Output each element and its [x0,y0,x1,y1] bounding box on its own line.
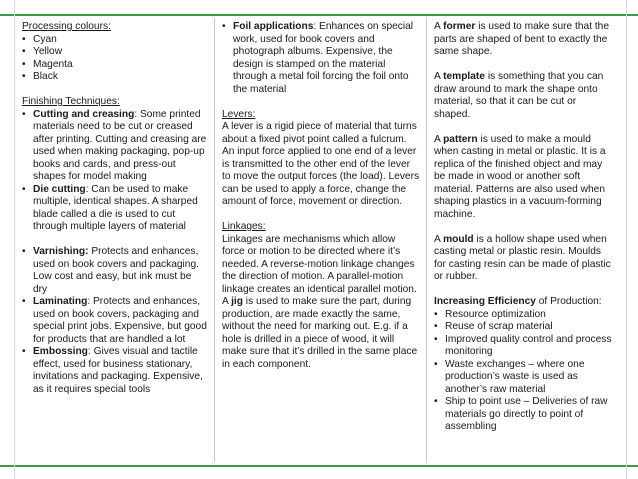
term: pattern [443,133,478,145]
column-1 [16,17,214,463]
term: Laminating [33,296,88,307]
right-border-line [626,0,627,479]
list-item: • Improved quality control and process monitoring [434,334,614,359]
term: jig [231,296,243,307]
description: is something that you can draw around to mark the shape onto material, so that it can be cut or shaped. [434,71,604,120]
bottom-border-line [0,465,638,467]
term: mould [443,233,474,245]
list-item: • Waste exchanges – where one production’s waste is used as another’s raw material [434,359,614,397]
top-border-line [0,14,638,16]
linkages-heading: Linkages: [222,221,266,232]
list-item: • Black [22,71,208,84]
description: : Some printed materials need to be cut or creased after printing. Cutting and creasing are used when making packaging, pop-up books and cards, and press-out shapes for model making [33,108,207,182]
column-2 [214,17,426,463]
term: template [443,71,485,82]
template-paragraph: A template is something that you can draw around to mark the shape onto material, so that it can be cut or shaped. [434,71,604,120]
efficiency-heading: Increasing Efficiency of Production: [434,296,602,307]
list-item [22,184,208,234]
list-item: • Ship to point use – Deliveries of raw materials go directly to point of assembling [434,396,614,434]
list-item: • Resource optimization [434,309,614,322]
former-paragraph: A former is used to make sure that the parts are shaped of bent to exactly the same shape. [434,21,610,57]
finishing-techniques-heading: Finishing Techniques: [22,96,120,107]
left-border-line [14,0,15,479]
linkages-text: Linkages are mechanisms which allow force or motion to be directed where it’s needed. A reverse-motion linkage changes the direction of motion. A parallel-motion linkage creates an identical parallel motion. [222,233,417,295]
description: is used to make a mould when casting in metal or plastic. It is a replica of the finished object and may be made in wood or another soft material. Patterns are also used when shaping plastics in a vacuum-forming machine. [434,133,606,220]
jig-paragraph: A jig is used to make sure the part, during production, are made exactly the same, without the need for marking out. E.g. if a hole is drilled in a piece of wood, it will make sure that it’s drilled in the same place in each component. [222,296,418,370]
term: Varnishing: [33,246,89,257]
list-item [22,296,208,346]
term: Die cutting [33,183,86,195]
description: : Gives visual and tactile effect, used for business stationary, invitations and packaging. Expensive, as it requires special tools [33,346,203,395]
list-item [22,246,208,296]
efficiency-list [434,309,614,434]
description: is a hollow shape used when casting metal or plastic resin. Moulds for casting resin can be made of plastic or rubber. [434,233,611,282]
term: former [443,21,476,32]
list-item [222,21,420,96]
column-3 [426,17,620,463]
description: is used to make sure the part, during production, are made exactly the same, without the need for marking out. E.g. if a hole is drilled in a piece of wood, it will make sure that it’s drilled in the same place in each component. [222,296,418,370]
description: : Enhances on special work, used for book covers and photograph albums. Expensive, the design is stamped on the material through a metal foil forcing the foil onto the material [233,21,414,95]
list-item [22,109,208,184]
notes-grid [16,17,620,463]
description: is used to make sure that the parts are shaped of bent to exactly the same shape. [434,21,610,57]
processing-colours-heading: Processing colours: [22,21,111,32]
list-item: • Cyan [22,34,208,47]
levers-heading: Levers: [222,108,256,120]
description: Protects and enhances, used on book covers and packaging. Low cost and easy, but ink must be dry [33,246,199,295]
levers-text: A lever is a rigid piece of material that turns about a fixed pivot point called a fulcrum. An input force applied to one end of a lever is transmitted to the other end of the lever to move the output forces (the load). Levers can be used to apply a force, change the amount of force, movement or direction. [222,121,420,207]
techniques-list [22,109,208,397]
mould-paragraph: A mould is a hollow shape used when casting metal or plastic resin. Moulds for casting resin can be made of plastic or rubber. [434,233,611,282]
term: Increasing Efficiency [434,296,536,307]
list-item: • Reuse of scrap material [434,321,614,334]
list-item: • Yellow [22,46,208,59]
description: : Can be used to make multiple, identical shapes. A sharped blade called a die is used to cut through multiple layers of material [33,183,198,232]
pattern-paragraph: A pattern is used to make a mould when casting in metal or plastic. It is a replica of the finished object and may be made in wood or another soft material. Patterns are also used when shaping plastics in a vacuum-forming machine. [434,133,606,220]
term: Foil applications [233,21,314,32]
list-item [22,346,208,396]
description: : Protects and enhances, used on book covers, packaging and special print jobs. Expensive, but good for products that are handled a lot [33,296,207,345]
list-item: • Magenta [22,59,208,72]
colours-list [22,34,208,84]
term: Embossing [33,346,88,357]
foil-list [222,21,420,96]
term: Cutting and creasing [33,108,135,120]
